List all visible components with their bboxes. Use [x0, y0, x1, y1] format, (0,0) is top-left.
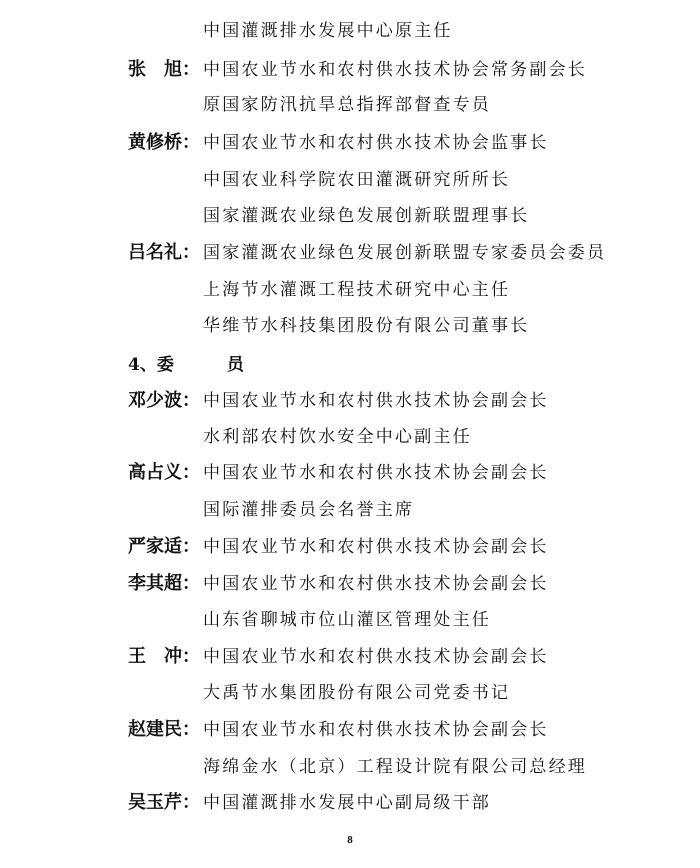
position-text: 中国农业节水和农村供水技术协会副会长: [203, 537, 549, 557]
position-text: 水利部农村饮水安全中心副主任: [203, 427, 472, 447]
position-text: 中国农业节水和农村供水技术协会副会长: [203, 574, 549, 594]
position-text: 中国农业节水和农村供水技术协会副会长: [203, 463, 549, 483]
position-text: 国际灌排委员会名誉主席: [203, 500, 415, 520]
section-number: 4、: [128, 355, 157, 375]
person-name: 王 冲：: [128, 646, 200, 667]
position-text: 中国农业节水和农村供水技术协会常务副会长: [203, 60, 587, 80]
person-name: 赵建民：: [128, 719, 200, 740]
person-name: 高占义：: [128, 462, 200, 483]
person-name: 张 旭：: [128, 59, 200, 80]
position-text: 中国农业节水和农村供水技术协会监事长: [203, 133, 549, 153]
position-text: 上海节水灌溉工程技术研究中心主任: [203, 280, 511, 300]
position-text: 中国农业节水和农村供水技术协会副会长: [203, 391, 549, 411]
position-text: 华维节水科技集团股份有限公司董事长: [203, 316, 530, 336]
person-name: 黄修桥：: [128, 132, 200, 153]
position-text: 海绵金水（北京）工程设计院有限公司总经理: [203, 757, 587, 777]
page-number: 8: [347, 834, 353, 846]
person-name: 李其超：: [128, 573, 200, 594]
person-name: 严家适：: [128, 536, 200, 557]
person-name: 邓少波：: [128, 390, 200, 411]
position-text: 中国灌溉排水发展中心原主任: [203, 21, 453, 41]
section-title: 委 员: [156, 355, 262, 375]
position-text: 中国农业节水和农村供水技术协会副会长: [203, 720, 549, 740]
position-text: 中国灌溉排水发展中心副局级干部: [203, 793, 491, 813]
person-name: 吕名礼：: [128, 242, 200, 263]
position-text: 国家灌溉农业绿色发展创新联盟专家委员会委员: [203, 243, 607, 263]
position-text: 国家灌溉农业绿色发展创新联盟理事长: [203, 206, 530, 226]
position-text: 中国农业节水和农村供水技术协会副会长: [203, 647, 549, 667]
section-heading: [128, 350, 262, 380]
position-text: 中国农业科学院农田灌溉研究所所长: [203, 170, 511, 190]
position-text: 山东省聊城市位山灌区管理处主任: [203, 610, 491, 630]
position-text: 大禹节水集团股份有限公司党委书记: [203, 683, 511, 703]
person-name: 吴玉芹：: [128, 792, 200, 813]
position-text: 原国家防汛抗旱总指挥部督查专员: [203, 95, 491, 115]
